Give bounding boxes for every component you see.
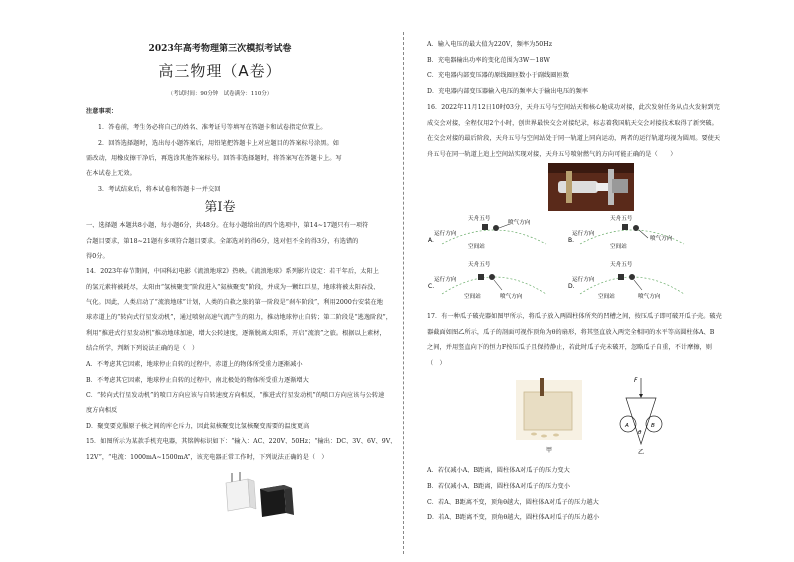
- q15-option: D．充电器内部变压器输入电压的频率大于输出电压的频率: [427, 88, 588, 95]
- q16-diagram-a: [428, 214, 546, 250]
- q17-stem: （ ）: [427, 360, 446, 367]
- svg-text:B: B: [651, 423, 655, 429]
- space-station-photo: [548, 163, 634, 211]
- section-instructions: 得0分。: [86, 253, 109, 260]
- svg-text:B.: B.: [568, 237, 575, 244]
- svg-text:运行方向: 运行方向: [572, 277, 595, 283]
- svg-text:空间站: 空间站: [598, 294, 615, 300]
- q14-stem: 的氢元素将被耗尽，太阳由“氢核聚变”阶段进入“氦核聚变”阶段，并成为一颗红巨星，地球将被太阳吞没、: [86, 284, 380, 291]
- svg-text:喷气方向: 喷气方向: [500, 294, 523, 300]
- q14-option: C．“转向式行星发动机”的喷口方向应该与自转速度方向相反，“推进式行星发动机”的喷口方向应该与公转速: [86, 392, 385, 399]
- q15-option: A．输入电压的最大值为220V，频率为50Hz: [427, 41, 553, 48]
- svg-text:θ: θ: [638, 430, 642, 436]
- notice-heading: 注意事项：: [86, 108, 118, 115]
- q16-stem: 16．2022年11月12日10时03分，天舟五号与空间站天和核心舱成功对接，此次发射任务从点火发射到完: [427, 104, 720, 111]
- q14-option: 度方向相反: [86, 407, 118, 414]
- q17-option: D．若A、B距离不变，顶角θ越大，圆柱体A对瓜子的压力越小: [427, 514, 600, 521]
- q17-stem: 之间，并用竖直向下的恒力F按压瓜子且保持静止，若此时瓜子壳未破开，忽略瓜子自重，不计摩擦，则: [427, 344, 713, 351]
- svg-text:A.: A.: [428, 237, 434, 244]
- q14-stem: 结合所学，判断下列说法正确的是（ ）: [86, 345, 199, 352]
- svg-text:喷气方向: 喷气方向: [638, 294, 661, 300]
- q16-diagram-c: [428, 260, 546, 300]
- svg-text:D.: D.: [568, 283, 575, 290]
- q14-stem: 利用“推进式行星发动机”推动地球加速，增大公转速度，逐渐脱离太阳系，开启“流浪”之旅。根据以上素材，: [86, 330, 386, 337]
- q14-option: D．聚变要克服原子核之间的库仑斥力，因此氦核聚变比氢核聚变需要的温度更高: [86, 423, 310, 430]
- q17-figures: [510, 372, 680, 460]
- q14-stem: 气化。因此，人类启动了“流浪地球”计划，人类的自救之旅的第一阶段是“刹车阶段”，利用2000台安装在地: [86, 299, 384, 306]
- notice-item: 在本试卷上无效。: [86, 170, 136, 177]
- svg-text:C.: C.: [428, 283, 435, 290]
- svg-text:运行方向: 运行方向: [572, 231, 595, 237]
- svg-text:运行方向: 运行方向: [434, 231, 457, 237]
- q17-option: A．若仅减小A、B距离，圆柱体A对瓜子的压力变大: [427, 467, 570, 474]
- svg-text:天舟五号: 天舟五号: [468, 262, 491, 268]
- charger-image: [220, 467, 306, 519]
- q15-stem: 12V”，“电流：1000mA~1500mA”，该充电器正常工作时，下列说法正确的是（ ）: [86, 454, 328, 461]
- section-instructions: 合题目要求，第18~21题有多项符合题目要求。全部选对的得6分，选对但不全的得3分，有选错的: [86, 238, 359, 245]
- q14-stem: 14．2023年春节期间，中国科幻电影《流浪地球2》热映。《流浪地球》系列影片设定：若干年后，太阳上: [86, 268, 380, 275]
- q16-stem: 舟五号在同一轨道上追上空间站实现对接，天舟五号喷射燃气的方向可能正确的是（ ）: [427, 151, 677, 158]
- exam-info: （考试时间：90分钟 试卷满分：110分）: [167, 91, 273, 97]
- column-divider: [403, 32, 404, 554]
- seed-cracker-photo: [516, 378, 582, 440]
- svg-text:天舟五号: 天舟五号: [610, 216, 633, 222]
- main-title: 高三物理（A卷）: [158, 62, 282, 80]
- svg-text:天舟五号: 天舟五号: [610, 262, 633, 268]
- svg-text:天舟五号: 天舟五号: [468, 216, 491, 222]
- q15-stem: 15．如图所示为某款手机充电器，其铭牌标识如下：“输入：AC、220V、50Hz；“输出：DC、3V、6V、9V、: [86, 438, 397, 445]
- q14-option: B．不考虑其它因素，地球停止自转的过程中，南北极处的物体所受重力逐渐增大: [86, 377, 309, 384]
- notice-item: 1．答卷前，考生务必将自己的姓名、准考证号等填写在答题卡和试卷指定位置上。: [98, 124, 327, 131]
- exam-title: 2023年高考物理第三次模拟考试卷: [148, 44, 292, 54]
- svg-text:运行方向: 运行方向: [434, 277, 457, 283]
- notice-item: 3．考试结束后，将本试卷和答题卡一并交回: [98, 186, 221, 193]
- q15-option: B．充电器输出功率的变化范围为3W～18W: [427, 57, 550, 64]
- svg-text:F: F: [634, 377, 638, 384]
- q15-option: C．充电器内部变压器的原线圈匝数小于副线圈匝数: [427, 72, 570, 79]
- q17-option: B．若仅减小A、B距离，圆柱体A对瓜子的压力变小: [427, 483, 570, 490]
- seed-cross-section-diagram: [620, 377, 662, 444]
- q17-option: C．若A、B距离不变，顶角θ越大，圆柱体A对瓜子的压力越大: [427, 499, 599, 506]
- fig-yi-label: 乙: [638, 449, 645, 456]
- svg-text:空间站: 空间站: [610, 244, 627, 250]
- q14-option: A．不考虑其它因素，地球停止自转的过程中，赤道上的物体所受重力逐渐减小: [86, 361, 303, 368]
- svg-text:喷气方向: 喷气方向: [650, 236, 673, 242]
- q16-stem: 在交会对接的最后阶段，天舟五号与空间站处于同一轨道上同向运动，两者的运行轨道均视为圆周。要使天: [427, 135, 721, 142]
- svg-text:喷气方向: 喷气方向: [508, 220, 531, 226]
- q16-diagram-b: [568, 214, 684, 250]
- q17-stem: 器截面如图乙所示，瓜子的剖面可视作顶角为θ的扇形，将其竖直放入两完全相同的水平等高圆柱体A、B: [427, 329, 715, 336]
- notice-item: 需改动，用橡皮擦干净后，再选涂其他答案标号。回答非选择题时，将答案写在答题卡上。写: [86, 155, 342, 162]
- q16-option-diagrams: [424, 210, 724, 306]
- section-heading: 第Ⅰ卷: [204, 200, 236, 215]
- q17-stem: 17．有一种瓜子破壳器如图甲所示，将瓜子放入两圆柱体所夹的凹槽之间，按压瓜子即可破开瓜子壳。破壳: [427, 313, 722, 320]
- notice-item: 2．回答选择题时，选出每小题答案后，用铅笔把答题卡上对应题目的答案标号涂黑。如: [98, 140, 340, 147]
- svg-text:A: A: [625, 423, 629, 429]
- q16-diagram-d: [568, 260, 684, 300]
- q14-stem: 球赤道上的“转向式行星发动机”，通过喷射高速气流产生的阻力，推动地球停止自转；第二阶段是“逃逸阶段”，: [86, 314, 393, 321]
- svg-text:空间站: 空间站: [464, 294, 481, 300]
- q16-stem: 成交会对接，全程仅用2个小时，创世界最快交会对接纪录，标志着我国航天交会对接技术取得了新突破。: [427, 120, 718, 127]
- svg-text:空间站: 空间站: [468, 244, 485, 250]
- fig-jia-label: 甲: [546, 447, 553, 454]
- section-instructions: 一、选择题 本题共8小题，每小题6分，共48分。在每小题给出的四个选项中，第14~17题只有一项符: [86, 222, 369, 229]
